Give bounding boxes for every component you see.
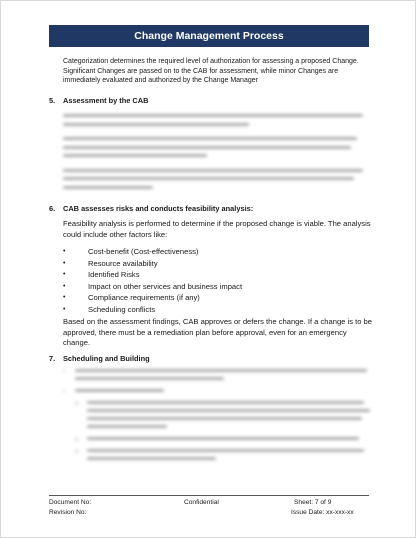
footer-center <box>184 498 219 508</box>
list-item <box>63 281 363 293</box>
bullet-icon: • <box>63 294 66 302</box>
sheet-number: Sheet: 7 of 9 <box>294 499 332 506</box>
page-title <box>49 25 369 47</box>
confidentiality-label: Confidential <box>184 499 219 506</box>
footer-divider <box>49 495 369 496</box>
revision-number-label: Revision No: <box>49 509 87 516</box>
section-title: CAB assesses risks and conducts feasibility analysis: <box>63 204 254 213</box>
list-item <box>63 304 363 316</box>
bullet-icon: • <box>63 248 66 256</box>
list-item-text: Identified Risks <box>88 270 140 280</box>
bullet-icon: • <box>63 305 66 313</box>
sub-bullet-icon: o <box>75 449 79 455</box>
bullet-icon: • <box>63 271 66 279</box>
issue-date: Issue Date: xx-xxx-xx <box>291 509 354 516</box>
redacted-content-section-7 <box>63 369 373 469</box>
list-item-text: Resource availability <box>88 258 158 268</box>
section-title: Scheduling and Building <box>63 354 150 363</box>
list-item-text: Scheduling conflicts <box>88 304 156 314</box>
bullet-icon: • <box>63 282 66 290</box>
footer-left <box>49 498 91 518</box>
feasibility-intro: Feasibility analysis is performed to determine if the proposed change is viable. The analysis could include other factors like: <box>63 219 371 239</box>
section-heading-6 <box>49 204 253 213</box>
list-item <box>63 246 363 258</box>
section-number: 5. <box>49 96 56 105</box>
sub-bullet-icon: o <box>75 401 79 407</box>
section-heading-5 <box>49 96 148 105</box>
list-item-text: Impact on other services and business impact <box>88 281 243 291</box>
section-number: 6. <box>49 204 56 213</box>
section-title: Assessment by the CAB <box>63 96 149 105</box>
list-item <box>63 269 363 281</box>
list-item-text: Cost-benefit (Cost-effectiveness) <box>88 247 199 257</box>
list-item-text: Compliance requirements (if any) <box>88 293 200 303</box>
intro-paragraph: Categorization determines the required level of authorization for assessing a proposed Change. Significant Changes are passed on to the CAB for assessment, while minor Changes are immediately evaluated and authorized by the Change Manager <box>63 58 359 84</box>
footer-right <box>291 498 354 518</box>
redacted-content-section-5 <box>63 114 363 194</box>
list-item <box>63 258 363 270</box>
bullet-icon: • <box>63 259 66 267</box>
document-number-label: Document No: <box>49 499 92 506</box>
sub-bullet-icon: o <box>75 437 79 443</box>
section-heading-7 <box>49 354 150 363</box>
bullet-icon: • <box>63 369 66 375</box>
page-title-text: Change Management Process <box>134 30 284 42</box>
section-number: 7. <box>49 354 56 363</box>
bullet-icon: • <box>63 389 66 395</box>
feasibility-factors-list <box>63 246 363 315</box>
assessment-conclusion: Based on the assessment findings, CAB approves or defers the change. If a change is to be approved, there must be a remediation plan before approval, even for an emergency change. <box>63 317 373 347</box>
list-item <box>63 292 363 304</box>
